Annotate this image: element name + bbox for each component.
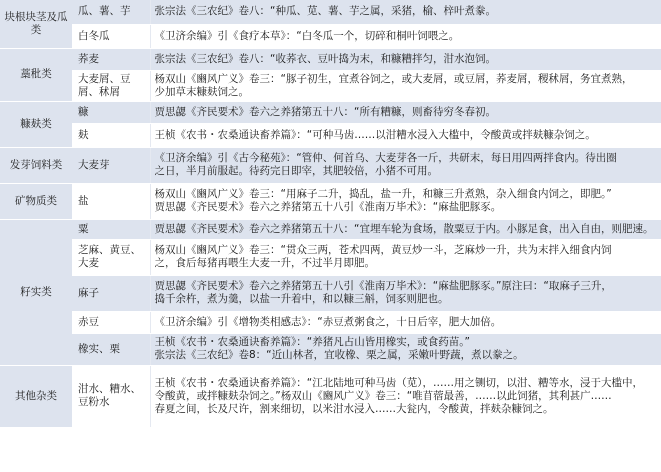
item-cell: 大麦芽 <box>72 147 150 183</box>
table-row <box>0 275 661 311</box>
item-cell: 荞麦 <box>72 48 150 70</box>
source-line: 春夏之间，长及尺许，割来细切，以米泔水浸入……大瓮内，令酸黄，拌麸杂糠饲之。 <box>154 402 554 415</box>
source-line: 贾思勰《齐民要术》卷六之养猪第五十八：“所有糟糠，则畜待穷冬春初。 <box>154 105 496 118</box>
source-line: 王桢《农书・农桑通诀畜养篇》：“可种马齿……以泔糟水浸入大槛中，令酸黄或拌麸糠杂饲之。 <box>154 128 596 141</box>
source-line: 王桢《农书・农桑通诀畜养篇》：“江北陆地可种马齿（苋），……用之铡切，以泔、糟等水，浸于大槛中， <box>154 376 643 389</box>
table-row <box>0 0 661 24</box>
table-row <box>0 311 661 333</box>
category-cell: 矿物质类 <box>0 183 72 219</box>
source-cell <box>150 48 661 70</box>
source-line: 贾思勰《齐民要术》卷六之养猪第五十八：“宜埋车轮为食场，散粟豆于内。小豚足食，出入自由，则肥速。 <box>154 222 654 235</box>
item-cell: 芝麻、黄豆、大麦 <box>72 239 150 275</box>
source-line: 之，食后每猪再喂生大麦一升，不过半月即肥。 <box>154 257 375 269</box>
item-cell: 白冬瓜 <box>72 24 150 48</box>
item-cell: 麸 <box>72 123 150 147</box>
source-line: 少加草末糠麸饲之。 <box>154 85 249 98</box>
table-row <box>0 147 661 183</box>
source-cell <box>150 239 661 275</box>
source-cell <box>150 24 661 48</box>
category-cell: 藁秕类 <box>0 48 72 101</box>
item-cell: 瓜、薯、芋 <box>72 0 150 24</box>
table-row <box>0 24 661 48</box>
source-line: 杨双山《豳风广义》卷三：“用麻子二升，捣乱，盐一升，和糠三升煮熟，杂入细食内饲之，即肥。” <box>154 188 612 200</box>
source-line: 贾思勰《齐民要术》卷六之养猪第五十八引《淮南万毕术》：“麻盐肥豚豕。”原注曰：“取麻子三升， <box>154 280 612 292</box>
source-line: 《卫济余编》引《古今秘苑》：“管仲、何首乌、大麦芽各一斤，共研末，每日用四两拌食内。待出圈 <box>154 152 617 164</box>
source-cell <box>150 147 661 183</box>
table-row <box>0 101 661 123</box>
source-line: 之日，半月前服起。待药完日即宰，其肥较倍，小猪不可用。 <box>154 165 438 177</box>
source-cell <box>150 275 661 311</box>
source-line: 张宗法《三农纪》卷八：“收荞衣、豆叶捣为末，和糠糟拌匀，泔水泡饲。 <box>154 52 496 65</box>
table-row <box>0 219 661 239</box>
item-cell: 盐 <box>72 183 150 219</box>
source-cell <box>150 365 661 427</box>
table-row <box>0 333 661 365</box>
source-line: 杨双山《豳风广义》卷三：“贯众三两，苍术四两，黄豆炒一斗，芝麻炒一升，共为末拌入细食内饲 <box>154 244 612 256</box>
item-cell: 粟 <box>72 219 150 239</box>
source-line: 张宗法《三农纪》卷8：“近山林者，宜收橡、栗之属，采嫩叶野蔬，煮以豢之。 <box>154 349 524 361</box>
source-cell <box>150 333 661 365</box>
table-row <box>0 365 661 427</box>
item-cell: 糠 <box>72 101 150 123</box>
category-cell: 块根块茎及瓜类 <box>0 0 72 48</box>
source-cell <box>150 123 661 147</box>
table-row <box>0 123 661 147</box>
source-cell <box>150 311 661 333</box>
source-line: 王桢《农书・农桑通诀畜养篇》：“养猪凡占山皆用橡实，或食药苗。” <box>154 336 470 348</box>
source-cell <box>150 70 661 101</box>
source-cell <box>150 219 661 239</box>
table-row <box>0 183 661 219</box>
source-line: 《卫济余编》引《食疗本草》：“白冬瓜一个，切碎和桐叶饲喂之。 <box>154 29 460 42</box>
source-line: 张宗法《三农纪》卷八：“种瓜、苋、薯、芋之属，采猪，榆、梓叶煮豢。 <box>154 5 496 18</box>
source-cell <box>150 101 661 123</box>
category-cell: 发芽饲料类 <box>0 147 72 183</box>
source-line: 杨双山《豳风广义》卷三：“豚子初生，宜煮谷饲之，或大麦屑，或豆屑，荞麦屑，稷秫屑，务宜煮熟， <box>154 72 633 85</box>
source-line: 贾思勰《齐民要术》卷六之养猪第五十八引《淮南万毕术》：“麻盐肥豚豕。 <box>154 201 502 213</box>
source-line: 《卫济余编》引《增物类相感志》：“赤豆煮粥食之，十日后宰，肥大加倍。 <box>154 315 502 328</box>
category-cell: 糠麸类 <box>0 101 72 147</box>
table-row <box>0 48 661 70</box>
item-cell: 橡实、栗 <box>72 333 150 365</box>
source-line: 令酸黄，或拌糠麸杂饲之。”杨双山《豳风广义》卷三：“唯苜蓿最善，……以此饲猪，其利甚广…… <box>154 389 612 402</box>
item-cell: 大麦屑、豆屑、秫屑 <box>72 70 150 101</box>
source-cell <box>150 0 661 24</box>
source-line: 捣千余杵，煮为羹，以盐一升着中，和以糠三斛，饲豕则肥也。 <box>154 293 449 305</box>
item-cell: 赤豆 <box>72 311 150 333</box>
category-cell: 其他杂类 <box>0 365 72 427</box>
table-row <box>0 70 661 101</box>
source-cell <box>150 183 661 219</box>
item-cell: 麻子 <box>72 275 150 311</box>
item-cell: 泔水、糟水、豆粉水 <box>72 365 150 427</box>
table-row <box>0 239 661 275</box>
category-cell: 籽实类 <box>0 219 72 365</box>
